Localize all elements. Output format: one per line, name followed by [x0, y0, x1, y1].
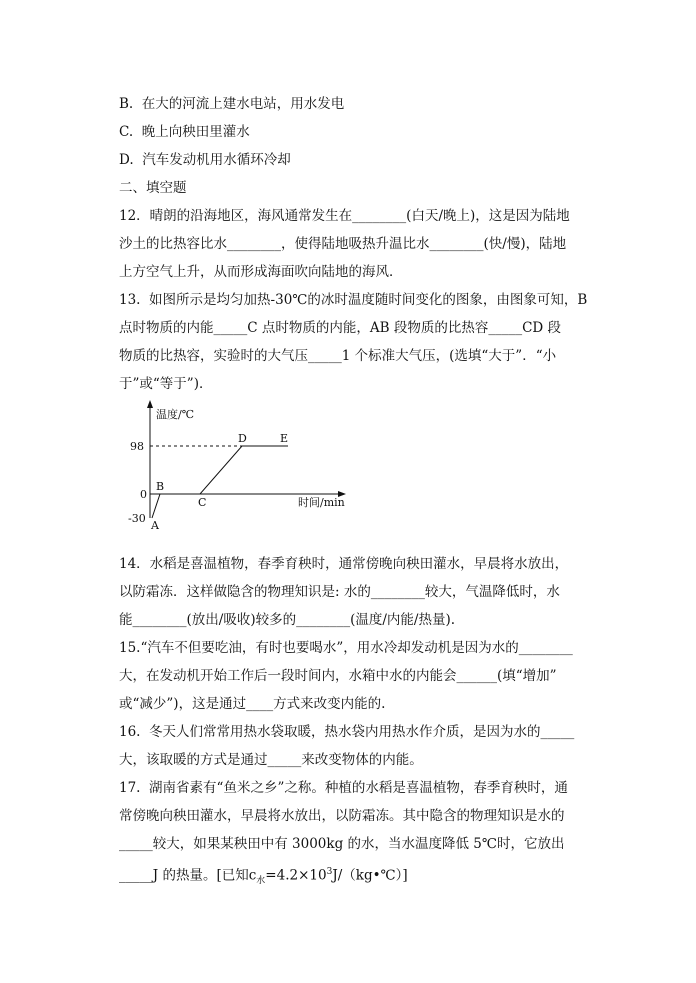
- q17-text-2: 常傍晚向秧田灌水，早晨将水放出，以防霜冻。其中隐含的物理知识是水的: [119, 808, 565, 824]
- y-axis-arrow: [147, 400, 153, 408]
- q14-text-2: 以防霜冻．这样做隐含的物理知识是: 水的________较大，气温降低时，水: [119, 584, 560, 600]
- q15-text-2: 大，在发动机开始工作后一段时间内，水箱中水的内能会______(填“增加”: [119, 668, 557, 684]
- tick-98: 98: [130, 440, 144, 453]
- point-e-label: E: [280, 432, 289, 445]
- y-axis-label: 温度/℃: [156, 408, 195, 421]
- q12-line-3: [119, 263, 403, 281]
- q14-text-1: 14．水稻是喜温植物，春季育秧时，通常傍晚向秧田灌水，早晨将水放出，: [119, 556, 569, 572]
- q12-line-1: [119, 207, 570, 225]
- q16-text-1: 16. 冬天人们常常用热水袋取暖，热水袋内用热水作介质，是因为水的_____: [119, 724, 575, 740]
- tick-0: 0: [140, 488, 147, 501]
- q17-superscript-3: 3: [326, 867, 333, 877]
- q14-line-2: [119, 583, 560, 601]
- x-axis-label: 时间/min: [298, 496, 345, 509]
- q15-line-3: [119, 695, 385, 713]
- option-d-text: D. 汽车发动机用水循环冷却: [119, 152, 291, 168]
- q17-text-3: _____较大，如果某秧田中有 3000kg 的水，当水温度降低 5℃时，它放出: [119, 836, 565, 852]
- option-d: [119, 151, 291, 169]
- q14-line-1: [119, 555, 568, 573]
- q17-text-4-post: J/（kg•℃）]: [332, 867, 408, 884]
- q12-line-2: [119, 235, 566, 253]
- option-b-text: B. 在大的河流上建水电站，用水发电: [119, 96, 345, 112]
- section-title: [119, 179, 187, 197]
- q13-text-3: 物质的比热容，实验时的大气压_____1 个标准大气压，(选填“大于”．“小: [119, 348, 557, 364]
- q17-text-1: 17. 湖南省素有“鱼米之乡”之称。种植的水稻是喜温植物，春季育秧时，通: [119, 780, 568, 796]
- temperature-curve: [152, 446, 288, 518]
- q15-text-3: 或“减少”)，这是通过____方式来改变内能的.: [119, 696, 386, 712]
- q17-text-4-mid: =4.2×10: [265, 867, 327, 884]
- q12-text-1: 12．晴朗的沿海地区，海风通常发生在________(白天/晚上)，这是因为陆地: [119, 208, 570, 224]
- q13-line-1: [119, 291, 587, 309]
- q17-line-1: [119, 779, 568, 797]
- q17-text-4-pre: _____J 的热量。[已知c: [119, 867, 257, 884]
- option-b: [119, 95, 344, 113]
- q13-text-1: 13. 如图所示是均匀加热-30℃的冰时温度随时间变化的图象，由图象可知，B: [119, 292, 588, 308]
- q17-line-3: [119, 835, 565, 853]
- q14-line-3: [119, 611, 455, 629]
- q17-subscript-water: 水: [256, 876, 266, 887]
- q13-line-4: [119, 375, 212, 393]
- q15-text-1: 15.“汽车不但要吃油，有时也要喝水”，用水冷却发动机是因为水的________: [119, 640, 573, 656]
- q15-line-1: [119, 639, 573, 657]
- q16-line-1: [119, 723, 574, 741]
- option-c: [119, 123, 250, 141]
- point-d-label: D: [238, 432, 247, 445]
- q15-line-2: [119, 667, 557, 685]
- q14-text-3: 能________(放出/吸收)较多的________(温度/内能/热量).: [119, 612, 456, 628]
- q13-line-3: [119, 347, 556, 365]
- q13-text-4: 于”或“等于”)．: [119, 376, 213, 392]
- point-b-label: B: [156, 480, 165, 493]
- q16-text-2: 大，该取暖的方式是通过_____来改变物体的内能。: [119, 752, 423, 768]
- temperature-time-graph: [118, 398, 358, 533]
- q17-line-2: [119, 807, 565, 825]
- option-c-text: C. 晚上向秧田里灌水: [119, 124, 250, 140]
- q12-text-2: 沙土的比热容比水________，使得陆地吸热升温比水________(快/慢)，陆地: [119, 236, 567, 252]
- point-a-label: A: [151, 519, 159, 532]
- q16-line-2: [119, 751, 423, 769]
- q13-line-2: [119, 319, 561, 337]
- section-title-text: 二、填空题: [119, 180, 187, 196]
- tick-neg30: -30: [128, 512, 146, 525]
- q13-text-2: 点时物质的内能_____C 点时物质的内能，AB 段物质的比热容_____CD 段: [119, 320, 562, 336]
- point-c-label: C: [198, 496, 207, 509]
- q17-line-4: [119, 863, 408, 890]
- q12-text-3: 上方空气上升，从而形成海面吹向陆地的海风．: [119, 264, 403, 280]
